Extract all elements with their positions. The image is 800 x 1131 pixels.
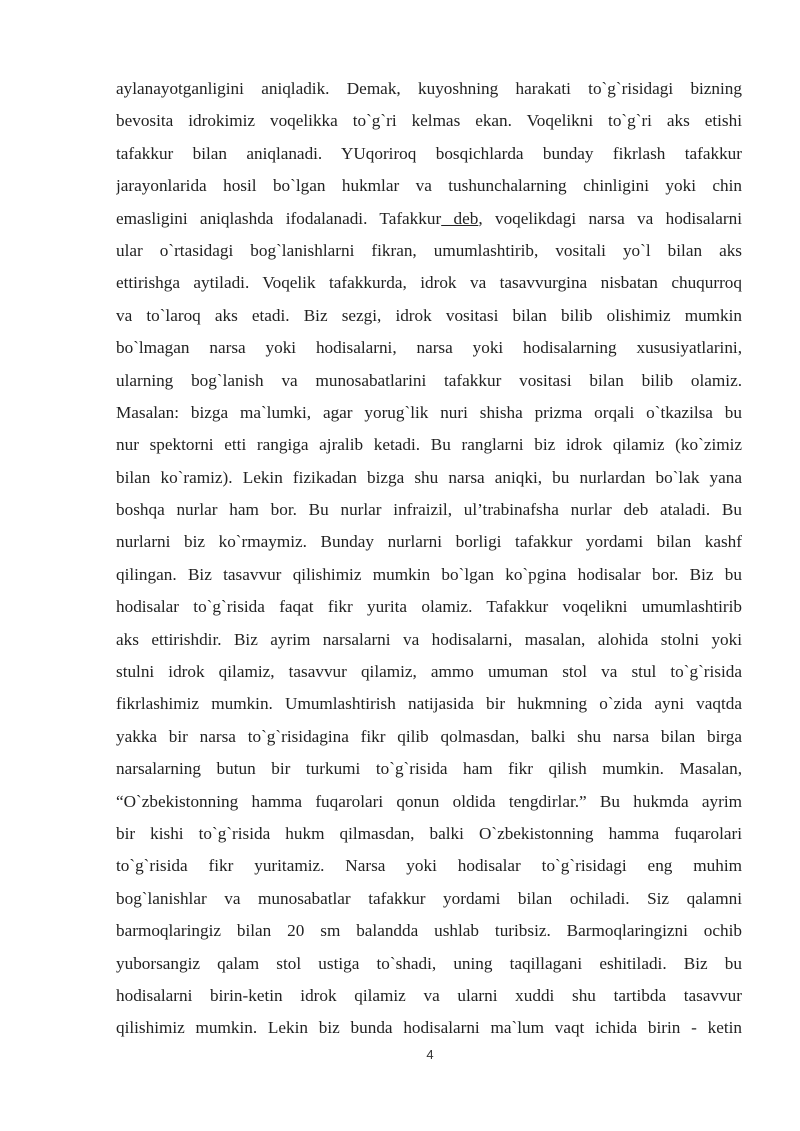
text-line: “O`zbekistonning hamma fuqarolari qonun oldida tengdirlar.” Bu hukmda ayrim [116,791,742,811]
text-segment: emasligini aniqlashda ifodalanadi. Tafakkur [116,208,442,228]
text-line: stulni idrok qilamiz, tasavvur qilamiz, ammo umuman stol va stul to`g`risida [116,662,742,682]
text-line: nur spektorni etti rangiga ajralib ketadi. Bu ranglarni biz idrok qilamiz (ko`zimiz [116,435,742,455]
text-line [116,203,742,235]
text-line: ettirishga aytiladi. Voqelik tafakkurda, idrok va tasavvurgina nisbatan chuqurroq [116,273,742,293]
text-line: Masalan: bizga ma`lumki, agar yorug`lik nuri shisha prizma orqali o`tkazilsa bu [116,402,742,422]
text-line: to`g`risida fikr yuritamiz. Narsa yoki hodisalar to`g`risidagi eng muhim [116,856,742,876]
text-segment: , voqelikdagi narsa va hodisalarni [478,208,742,228]
text-line: fikrlashimiz mumkin. Umumlashtirish natijasida bir hukmning o`zida ayni vaqtda [116,694,742,714]
text-line: yakka bir narsa to`g`risidagina fikr qilib qolmasdan, balki shu narsa bilan birga [116,726,742,746]
text-line: nurlarni biz ko`rmaymiz. Bunday nurlarni borligi tafakkur yordami bilan kashf [116,532,742,552]
text-line: aks ettirishdir. Biz ayrim narsalarni va hodisalarni, masalan, alohida stolni yoki [116,629,742,649]
text-line: va to`laroq aks etadi. Biz sezgi, idrok vositasi bilan bilib olishimiz mumkin [116,305,742,325]
text-line: jarayonlarida hosil bo`lgan hukmlar va tushunchalarning chinligini yoki chin [116,176,742,196]
text-line: aylanayotganligini aniqladik. Demak, kuyoshning harakati to`g`risidagi bizning [116,79,742,98]
page-number: 4 [426,1047,434,1062]
text-line: bo`lmagan narsa yoki hodisalarni, narsa yoki hodisalarning xususiyatlarini, [116,338,742,358]
text-line: narsalarning butun bir turkumi to`g`risida ham fikr qilish mumkin. Masalan, [116,759,742,779]
text-line: bevosita idrokimiz voqelikka to`g`ri kelmas ekan. Voqelikni to`g`ri aks etishi [116,111,742,131]
text-line: boshqa nurlar ham bor. Bu nurlar infraizil, ul’trabinafsha nurlar deb ataladi. Bu [116,500,742,520]
text-line: qilingan. Biz tasavvur qilishimiz mumkin bo`lgan ko`pgina hodisalar bor. Biz bu [116,564,742,584]
text-line: hodisalarni birin-ketin idrok qilamiz va ularni xuddi shu tartibda tasavvur [116,985,742,1005]
body-text [116,73,742,1045]
text-line: yuborsangiz qalam stol ustiga to`shadi, uning taqillagani eshitiladi. Biz bu [116,953,742,973]
text-line: bog`lanishlar va munosabatlar tafakkur yordami bilan ochiladi. Siz qalamni [116,888,742,908]
underlined-term: deb [441,208,479,228]
text-line: qilishimiz mumkin. Lekin biz bunda hodisalarni ma`lum vaqt ichida birin - ketin [116,1018,742,1038]
text-line: bir kishi to`g`risida hukm qilmasdan, balki O`zbekistonning hamma fuqarolari [116,823,742,843]
text-line: tafakkur bilan aniqlanadi. YUqoriroq bosqichlarda bunday fikrlash tafakkur [116,143,742,163]
text-line: bilan ko`ramiz). Lekin fizikadan bizga shu narsa aniqki, bu nurlardan bo`lak yana [116,467,742,487]
text-line: ularning bog`lanish va munosabatlarini tafakkur vositasi bilan bilib olamiz. [116,370,742,390]
text-line: barmoqlaringiz bilan 20 sm balandda ushlab turibsiz. Barmoqlaringizni ochib [116,921,742,941]
text-line: hodisalar to`g`risida faqat fikr yurita olamiz. Tafakkur voqelikni umumlashtirib [116,597,742,617]
text-line: ular o`rtasidagi bog`lanishlarni fikran, umumlashtirib, vositali yo`l bilan aks [116,240,742,260]
